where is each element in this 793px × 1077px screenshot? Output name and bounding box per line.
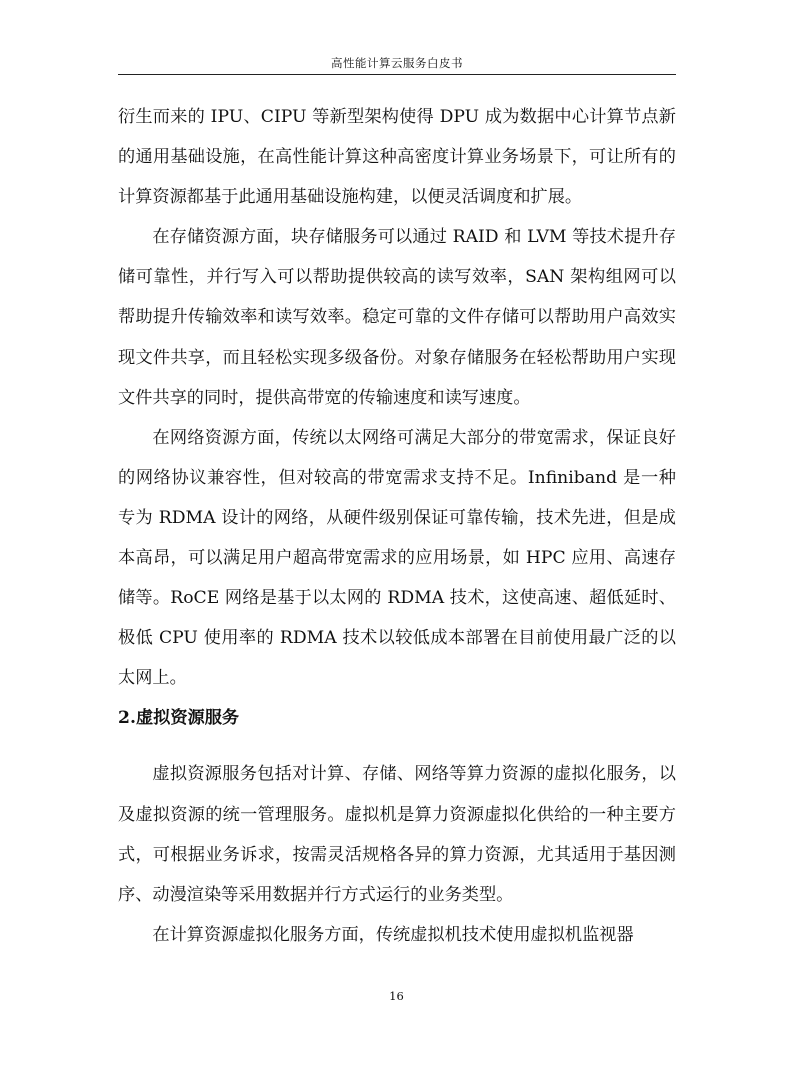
section-heading-virtual-resources <box>118 698 676 754</box>
page-number: 16 <box>389 989 404 1003</box>
paragraph-virtual-resource-service: 虚拟资源服务包括对计算、存储、网络等算力资源的虚拟化服务，以及虚拟资源的统一管理服务。虚拟机是算力资源虚拟化供给的一种主要方式，可根据业务诉求，按需灵活规格各异的算力资源，尤其适用于基因测序、动漫渲染等采用数据并行方式运行的业务类型。 <box>118 764 676 905</box>
section-number: 2. <box>118 708 136 729</box>
section-title: 虚拟资源服务 <box>135 708 240 729</box>
page-body <box>118 97 676 955</box>
paragraph-network-resources: 在网络资源方面，传统以太网络可满足大部分的带宽需求，保证良好的网络协议兼容性，但对较高的带宽需求支持不足。Infiniband 是一种专为 RDMA 设计的网络，从硬件级别保证可靠传输，技术先进，但是成本高昂，可以满足用户超高带宽需求的应用场景，如 HPC 应用、高速存储等。RoCE 网络是基于以太网的 RDMA 技术，这使高速、超低延时、极低 CPU 使用率的 RDMA 技术以较低成本部署在目前使用最广泛的以太网上。 <box>118 427 676 689</box>
running-header-title: 高性能计算云服务白皮书 <box>331 56 463 70</box>
paragraph-compute-virtualization: 在计算资源虚拟化服务方面，传统虚拟机技术使用虚拟机监视器 <box>152 924 634 945</box>
paragraph-storage-resources: 在存储资源方面，块存储服务可以通过 RAID 和 LVM 等技术提升存储可靠性，并行写入可以帮助提供较高的读写效率，SAN 架构组网可以帮助提升传输效率和读写效率。稳定可靠的文件存储可以帮助用户高效实现文件共享，而且轻松实现多级备份。对象存储服务在轻松帮助用户实现文件共享的同时，提供高带宽的传输速度和读写速度。 <box>118 227 676 408</box>
running-header <box>118 52 676 75</box>
paragraph-dpu-continuation: 衍生而来的 IPU、CIPU 等新型架构使得 DPU 成为数据中心计算节点新的通用基础设施，在高性能计算这种高密度计算业务场景下，可让所有的计算资源都基于此通用基础设施构建，以便灵活调度和扩展。 <box>118 107 676 208</box>
